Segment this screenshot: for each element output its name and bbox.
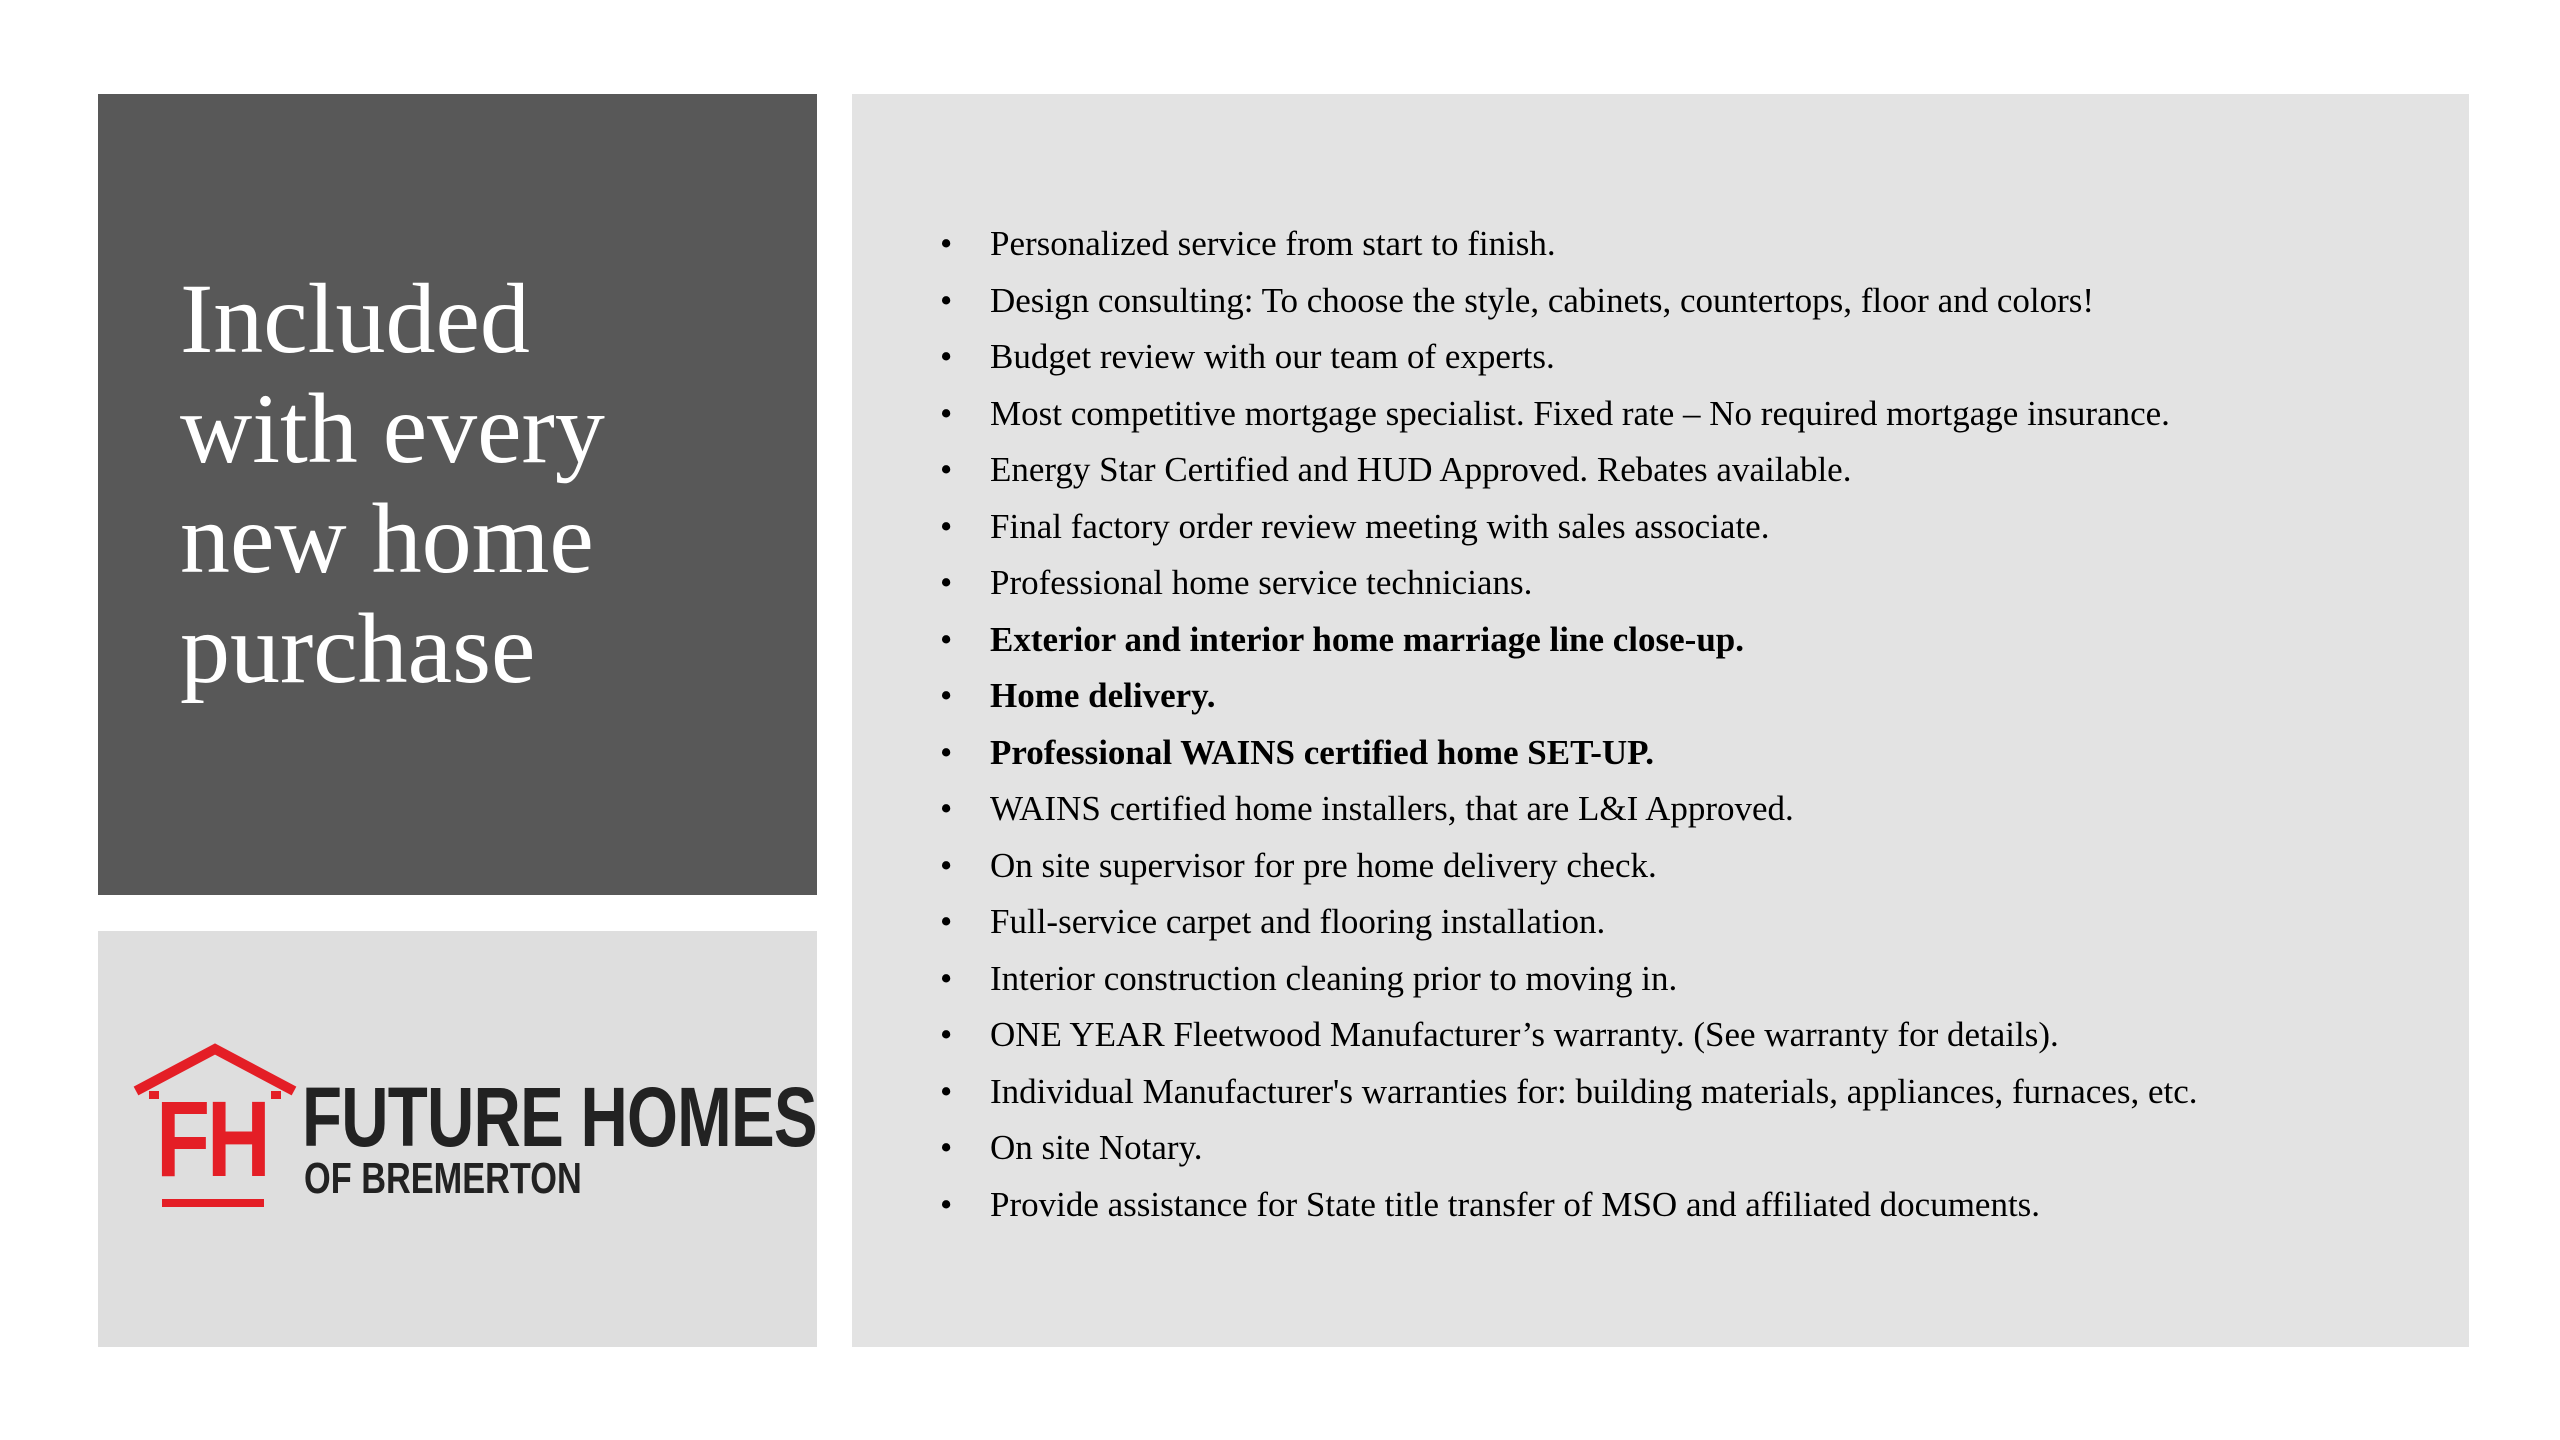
feature-text: Most competitive mortgage specialist. Fixed rate – No required mortgage insurance. <box>990 393 2170 433</box>
features-list <box>940 216 2198 1233</box>
bullet-icon: • <box>940 393 953 433</box>
feature-item <box>940 216 2198 273</box>
feature-text: On site supervisor for pre home delivery check. <box>990 845 1657 885</box>
slide-title: Included with every new home purchase <box>180 263 605 704</box>
bullet-icon: • <box>940 224 953 263</box>
bullet-icon: • <box>940 789 953 828</box>
bullet-icon: • <box>940 676 953 715</box>
logo-monogram: FH <box>156 1078 268 1199</box>
feature-item <box>940 612 2198 669</box>
feature-item <box>940 951 2198 1008</box>
feature-text: Exterior and interior home marriage line close-up. <box>990 619 1745 659</box>
bullet-icon: • <box>940 1128 953 1167</box>
feature-text: WAINS certified home installers, that are L&I Approved. <box>990 789 1794 828</box>
bullet-icon: • <box>940 1184 953 1224</box>
bullet-icon: • <box>940 280 953 320</box>
feature-item <box>940 499 2198 556</box>
feature-item <box>940 1007 2198 1064</box>
feature-text: Professional home service technicians. <box>990 563 1533 602</box>
bullet-icon: • <box>940 563 953 602</box>
feature-item <box>940 1120 2198 1177</box>
feature-text: Provide assistance for State title transfer of MSO and affiliated documents. <box>990 1184 2041 1224</box>
feature-text: Final factory order review meeting with sales associate. <box>990 506 1770 546</box>
logo-panel <box>98 931 817 1347</box>
feature-item <box>940 386 2198 443</box>
feature-item <box>940 1064 2198 1121</box>
features-panel <box>852 94 2469 1347</box>
feature-item <box>940 894 2198 951</box>
bullet-icon: • <box>940 1071 953 1111</box>
feature-item <box>940 781 2198 838</box>
bullet-icon: • <box>940 337 953 376</box>
bullet-icon: • <box>940 450 953 489</box>
feature-item <box>940 442 2198 499</box>
feature-item <box>940 273 2198 330</box>
feature-item <box>940 329 2198 386</box>
bullet-icon: • <box>940 506 953 546</box>
feature-text: Individual Manufacturer's warranties for: building materials, appliances, furnaces, etc. <box>990 1071 2198 1111</box>
logo-company-subtitle: OF BREMERTON <box>304 1154 582 1203</box>
company-logo <box>132 1041 817 1211</box>
logo-company-name: FUTURE HOMES <box>302 1070 817 1164</box>
feature-text: Home delivery. <box>990 676 1216 715</box>
feature-item <box>940 1177 2198 1234</box>
feature-text: Personalized service from start to finish. <box>990 224 1556 263</box>
feature-text: Professional WAINS certified home SET-UP. <box>990 732 1655 772</box>
feature-item <box>940 668 2198 725</box>
feature-text: ONE YEAR Fleetwood Manufacturer’s warranty. (See warranty for details). <box>990 1015 2059 1054</box>
bullet-icon: • <box>940 958 953 998</box>
feature-text: Design consulting: To choose the style, cabinets, countertops, floor and colors! <box>990 280 2095 320</box>
bullet-icon: • <box>940 732 953 772</box>
feature-text: Energy Star Certified and HUD Approved. Rebates available. <box>990 450 1852 489</box>
bullet-icon: • <box>940 1015 953 1054</box>
feature-text: On site Notary. <box>990 1128 1203 1167</box>
bullet-icon: • <box>940 619 953 659</box>
title-panel <box>98 94 817 895</box>
bullet-icon: • <box>940 845 953 885</box>
feature-item <box>940 725 2198 782</box>
feature-item <box>940 555 2198 612</box>
feature-text: Interior construction cleaning prior to moving in. <box>990 958 1678 998</box>
bullet-icon: • <box>940 902 953 941</box>
feature-item <box>940 838 2198 895</box>
feature-text: Budget review with our team of experts. <box>990 337 1555 376</box>
feature-text: Full-service carpet and flooring installation. <box>990 902 1606 941</box>
logo-underline <box>162 1199 264 1207</box>
